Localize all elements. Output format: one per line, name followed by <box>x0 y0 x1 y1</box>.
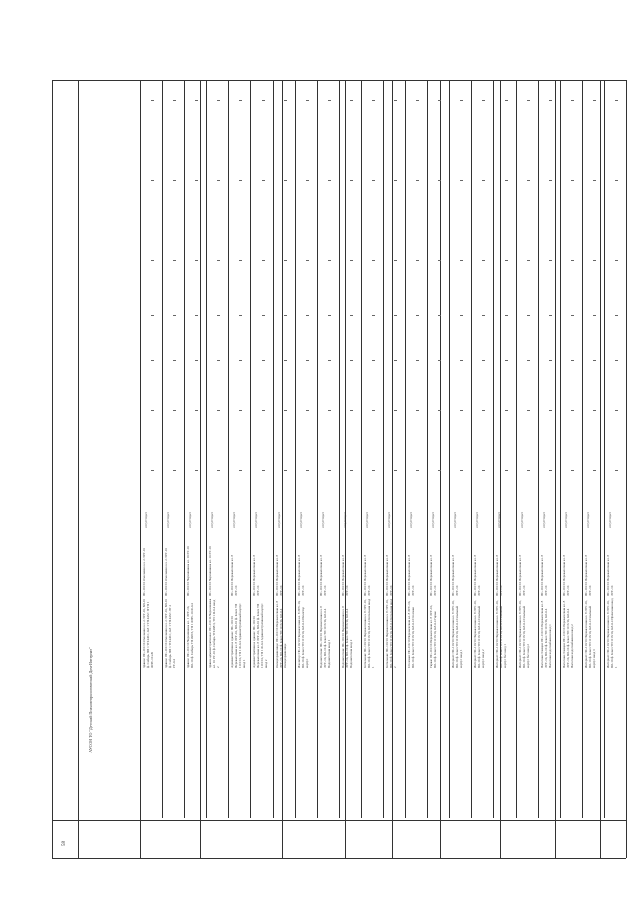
empty-value-dash <box>482 315 485 316</box>
empty-value-dash <box>394 360 397 361</box>
empty-value-dash <box>350 360 353 361</box>
empty-value-dash <box>593 100 596 101</box>
empty-value-dash <box>151 410 154 411</box>
point-cell: ПС-110/10 Перевалочная кл. 8 ЭРУ-10 <box>407 554 416 596</box>
point-cell: ПС-110/10 Перевалочная кл. 8 ЭРУ-10 <box>539 554 548 596</box>
empty-value-dash <box>394 470 397 471</box>
empty-value-dash <box>284 260 287 261</box>
empty-value-dash <box>571 260 574 261</box>
empty-value-dash <box>217 260 220 261</box>
table-row-separator <box>184 80 185 818</box>
empty-value-dash <box>217 360 220 361</box>
empty-value-dash <box>195 410 198 411</box>
empty-value-dash <box>173 180 176 181</box>
empty-value-dash <box>460 410 463 411</box>
empty-value-dash <box>306 360 309 361</box>
point-cell: ПС-110/10 Перевалочная кл. 8 ЭРУ-10 <box>340 554 349 596</box>
absent-cell: отсутствует <box>409 512 414 528</box>
point-cell: ПС-110/10 Черемшанка кл. 10 РУ-10 <box>208 546 213 596</box>
table-border-bottom <box>52 858 626 859</box>
empty-value-dash <box>615 470 618 471</box>
empty-value-dash <box>505 100 508 101</box>
empty-value-dash <box>284 100 287 101</box>
empty-value-dash <box>549 360 552 361</box>
empty-value-dash <box>372 100 375 101</box>
empty-value-dash <box>438 260 441 261</box>
connection-cell: Интернат: ПС-110/10 Перевалочная кл. 8 ЭРУ-10, ВЛ-10 ф. Ключ ТП 1116/10, КЛ-0.4 Прачечная ввод 1 <box>605 598 618 668</box>
connection-cell: Овощехранилище: ПС-110/10 Перевалочная кл. 8 ЭРУ-10, ВЛ-10 ф. Ключ ТП 1116/10, КЛ-0.4 Овощехранилище <box>274 600 287 668</box>
point-cell: ПС-110/10 Перевалочная кл. 8 ЭРУ-10 <box>385 554 393 596</box>
point-cell: ПС-110/10 Перевалочная кл. 8 ЭРУ-10 <box>230 554 239 596</box>
empty-value-dash <box>262 100 265 101</box>
table-row-separator <box>295 80 296 818</box>
table-column-line <box>600 80 601 858</box>
connection-cell: Административное здание: ПС-110/10 Перевалочная кл. 8 ЭРУ-10, ВЛ-10 ф. Ключ ТП 1116/10, ТП 1 Ф-0.4 Административный корпус ввод 2 <box>252 603 269 668</box>
empty-value-dash <box>482 470 485 471</box>
empty-value-dash <box>549 260 552 261</box>
empty-value-dash <box>262 410 265 411</box>
connection-cell: Изолятор: ПС-110/10 Перевалочная кл. 8 ЭРУ-10, ВЛ-10 ф. Ключ ТП 1116/10, КЛ-0.4 Изолятор корпус <box>296 600 309 668</box>
table-row-separator <box>250 80 251 818</box>
empty-value-dash <box>505 315 508 316</box>
empty-value-dash <box>239 410 242 411</box>
empty-value-dash <box>527 180 530 181</box>
connection-cell: Интернат: ПС-110/10 Перевалочная кл. 8 ЭРУ-10, ВЛ-10 ф. Ключ ТП 1116/10, КЛ-0.4 Спальный корпус ввод 1 <box>451 600 464 668</box>
empty-value-dash <box>151 470 154 471</box>
empty-value-dash <box>505 260 508 261</box>
empty-value-dash <box>460 260 463 261</box>
connection-cell: Водонасосная: ПС-110/10 Перевалочная кл. 8 ЭРУ-10, ВЛ-10 ф. Ключ ТП 1116/10, КЛ-0.4 Водонасосная ввод 2 <box>340 606 353 668</box>
empty-value-dash <box>615 180 618 181</box>
empty-value-dash <box>217 315 220 316</box>
empty-value-dash <box>173 470 176 471</box>
absent-cell: отсутствует <box>607 512 612 528</box>
empty-value-dash <box>593 315 596 316</box>
empty-value-dash <box>505 410 508 411</box>
empty-value-dash <box>482 360 485 361</box>
absent-cell: отсутствует <box>475 512 480 528</box>
table-column-line <box>282 80 283 858</box>
absent-cell: отсутствует <box>298 512 303 528</box>
empty-value-dash <box>328 410 331 411</box>
empty-value-dash <box>217 470 220 471</box>
connection-cell: Административное здание: ПС-110/10 Перевалочная кл. 8 ЭРУ-10, ВЛ-10 ф. Ключ ТП 1116/10, ТП 1 Ф-0.4 Административный корпус ввод 1 <box>230 603 247 668</box>
connection-cell: Интернат: ПС-110/10 Перевалочная кл. 8 ЭРУ-10, ВЛ-10 ф. Ключ ТП 1116/10, КЛ-0.4 Спальный корпус №1 ввод 2 <box>517 600 530 668</box>
empty-value-dash <box>306 315 309 316</box>
table-border-lower <box>52 820 626 821</box>
institution-name: АУСОН ТО "Детский Психоневрологический Дом-Интернат" <box>88 647 93 753</box>
empty-value-dash <box>151 315 154 316</box>
empty-value-dash <box>262 360 265 361</box>
empty-value-dash <box>239 180 242 181</box>
empty-value-dash <box>372 360 375 361</box>
row-number: 58 <box>62 841 67 846</box>
connection-cell: Гараж: ПС-110/10 Перевалочная кл. 8 ЭРУ-10, ВЛ-10 ф. Ключ ТП 1116/10, КЛ-0.4 Гараж <box>429 604 438 668</box>
absent-cell: отсутствует <box>497 512 502 528</box>
absent-cell: отсутствует <box>254 512 259 528</box>
empty-value-dash <box>195 260 198 261</box>
point-cell: ПС-110/10 Перевалочная кл. 8 ЭРУ-10 <box>517 554 526 596</box>
empty-value-dash <box>416 410 419 411</box>
empty-value-dash <box>593 470 596 471</box>
absent-cell: отсутствует <box>541 512 546 528</box>
empty-value-dash <box>328 260 331 261</box>
table-row-separator <box>273 80 274 818</box>
table-row-separator <box>317 80 318 818</box>
empty-value-dash <box>239 470 242 471</box>
connection-cell: Насосная станция: ПС-110/10 Перевалочная кл. 8 ЭРУ-10, ВЛ-10 ф. Ключ ТП 1116/10, КЛ-0.4 Насосная водоснабжения ввод 2 <box>561 600 574 668</box>
table-column-line <box>440 80 441 858</box>
absent-cell: отсутствует <box>342 512 347 528</box>
empty-value-dash <box>328 315 331 316</box>
connection-cell: Насосная станция: ПС-110/10 Перевалочная кл. 8 ЭРУ-10, ВЛ-10 ф. Ключ ТП 1116/10, КЛ-0.4 Насосная водоснабжения ввод 1 <box>539 600 552 668</box>
empty-value-dash <box>505 360 508 361</box>
table-row-separator <box>538 80 539 818</box>
empty-value-dash <box>571 470 574 471</box>
empty-value-dash <box>262 260 265 261</box>
empty-value-dash <box>262 315 265 316</box>
empty-value-dash <box>394 315 397 316</box>
empty-value-dash <box>593 410 596 411</box>
empty-value-dash <box>527 100 530 101</box>
empty-value-dash <box>350 315 353 316</box>
table-row-separator <box>361 80 362 818</box>
empty-value-dash <box>571 360 574 361</box>
empty-value-dash <box>438 180 441 181</box>
empty-value-dash <box>482 260 485 261</box>
empty-value-dash <box>195 315 198 316</box>
empty-value-dash <box>195 360 198 361</box>
empty-value-dash <box>217 410 220 411</box>
empty-value-dash <box>615 100 618 101</box>
empty-value-dash <box>239 260 242 261</box>
empty-value-dash <box>350 470 353 471</box>
empty-value-dash <box>328 100 331 101</box>
empty-value-dash <box>372 180 375 181</box>
empty-value-dash <box>372 260 375 261</box>
empty-value-dash <box>372 410 375 411</box>
absent-cell: отсутствует <box>364 512 369 528</box>
empty-value-dash <box>394 100 397 101</box>
absent-cell: отсутствует <box>431 512 436 528</box>
empty-value-dash <box>284 180 287 181</box>
table-row-separator <box>339 80 340 818</box>
absent-cell: отсутствует <box>519 512 524 528</box>
point-cell: ПС-110/10 Перевалочная кл. 8 ЭРУ-10 <box>362 554 371 596</box>
absent-cell: отсутствует <box>232 512 237 528</box>
empty-value-dash <box>151 360 154 361</box>
empty-value-dash <box>195 180 198 181</box>
empty-value-dash <box>173 410 176 411</box>
empty-value-dash <box>239 360 242 361</box>
point-cell: ПС-110/10 Перевалочная кл. 8 ЭРУ-10 <box>495 554 504 596</box>
table-row-separator <box>228 80 229 818</box>
connection-cell: Здание: ПС-110/10 Омолжино кл. 2 ЭРУ-10, ВЛ-10 ф. Сибирь ПП 1 ТП 446/с, КЛ 1 ТП 446/с П ТП 1 ФПУ-10 кВ <box>142 599 154 668</box>
point-cell: ПС-110/10 Перевалочная кл. 8 ЭРУ-10 <box>274 554 283 596</box>
empty-value-dash <box>394 410 397 411</box>
empty-value-dash <box>151 180 154 181</box>
table-column-line <box>392 80 393 858</box>
point-cell: ПС-110/10 Перевалочная кл. 8 ЭРУ-10 <box>561 554 570 596</box>
connection-cell: Здание: ПС-110/10 Черемшанка кл. 1 ЭРУ-10, ВЛ-10 ф. Сибирь ТП 498/3, ТП 1 ФПУ-10 Ф-0.4 <box>186 603 195 668</box>
empty-value-dash <box>460 180 463 181</box>
empty-value-dash <box>460 360 463 361</box>
empty-value-dash <box>593 180 596 181</box>
absent-cell: отсутствует <box>585 512 590 528</box>
empty-value-dash <box>571 315 574 316</box>
empty-value-dash <box>239 100 242 101</box>
table-row-separator <box>449 80 450 818</box>
empty-value-dash <box>284 360 287 361</box>
point-cell: ПС-110/10 Перевалочная кл. 8 ЭРУ-10 <box>473 554 482 596</box>
table-column-line <box>500 80 501 858</box>
empty-value-dash <box>239 315 242 316</box>
connection-cell: Котельная: ПС-110/10 Перевалочная кл. 8 ЭРУ-10, ВЛ-10 ф. Ключ ТП 1116/10, КЛ-0.4 Котельная ввод 1 <box>362 598 375 668</box>
table-row-separator <box>560 80 561 818</box>
empty-value-dash <box>549 180 552 181</box>
absent-cell: отсутствует <box>166 512 171 528</box>
empty-value-dash <box>505 180 508 181</box>
empty-value-dash <box>416 360 419 361</box>
empty-value-dash <box>306 100 309 101</box>
empty-value-dash <box>527 360 530 361</box>
absent-cell: отсутствует <box>453 512 458 528</box>
empty-value-dash <box>284 315 287 316</box>
empty-value-dash <box>306 470 309 471</box>
empty-value-dash <box>151 100 154 101</box>
empty-value-dash <box>350 180 353 181</box>
empty-value-dash <box>350 410 353 411</box>
empty-value-dash <box>262 180 265 181</box>
empty-value-dash <box>571 180 574 181</box>
empty-value-dash <box>615 315 618 316</box>
empty-value-dash <box>306 180 309 181</box>
empty-value-dash <box>593 360 596 361</box>
empty-value-dash <box>438 410 441 411</box>
empty-value-dash <box>482 410 485 411</box>
connection-cell: Водонасосная: ПС-110/10 Перевалочная кл. 8 ЭРУ-10, ВЛ-10 ф. Ключ ТП 1116/10, КЛ-0.4 Водонасосная ввод 1 <box>318 606 331 668</box>
empty-value-dash <box>350 260 353 261</box>
table-row-separator <box>626 80 627 818</box>
absent-cell: отсутствует <box>144 512 148 528</box>
empty-value-dash <box>262 470 265 471</box>
point-cell: ПС-110/10 Черемшанка кл. 10 РУ-10 <box>186 546 191 596</box>
point-cell: ПС-110/10 Перевалочная кл. 8 ЭРУ-10 <box>252 554 261 596</box>
table-column-line <box>78 80 79 858</box>
empty-value-dash <box>416 470 419 471</box>
point-cell: ПС-110/10 Перевалочная кл. 8 ЭРУ-10 <box>605 554 614 596</box>
empty-value-dash <box>549 470 552 471</box>
empty-value-dash <box>416 100 419 101</box>
point-cell: ПС-110/10 Перевалочная кл. 8 ЭРУ-10 <box>296 554 305 596</box>
point-cell: ПС-110/10 Перевалочная кл. 8 ЭРУ-10 <box>451 554 460 596</box>
table-row-separator <box>493 80 494 818</box>
table-column-line <box>555 80 556 858</box>
absent-cell: отсутствует <box>320 512 325 528</box>
empty-value-dash <box>217 180 220 181</box>
connection-cell: Столовая: ПС-110/10 Перевалочная кл. 8 ЭРУ-10, ВЛ-10 ф. Ключ ТП 1116/10, КЛ-0.4 Столовая <box>407 600 416 668</box>
empty-value-dash <box>173 260 176 261</box>
table-column-line <box>52 80 53 858</box>
empty-value-dash <box>593 260 596 261</box>
empty-value-dash <box>438 100 441 101</box>
empty-value-dash <box>328 360 331 361</box>
table-row-separator <box>405 80 406 818</box>
table-row-separator <box>427 80 428 818</box>
table-row-separator <box>604 80 605 818</box>
table-row-separator <box>383 80 384 818</box>
absent-cell: отсутствует <box>188 512 193 528</box>
table-row-separator <box>471 80 472 818</box>
empty-value-dash <box>306 260 309 261</box>
empty-value-dash <box>438 315 441 316</box>
empty-value-dash <box>460 470 463 471</box>
table-column-line <box>200 80 201 858</box>
table-column-line <box>345 80 346 858</box>
empty-value-dash <box>527 260 530 261</box>
table-row-separator <box>140 80 141 818</box>
empty-value-dash <box>482 100 485 101</box>
empty-value-dash <box>549 100 552 101</box>
empty-value-dash <box>328 180 331 181</box>
point-cell: ПС-110/10 Перевалочная кл. 8 ЭРУ-10 <box>318 554 327 596</box>
empty-value-dash <box>394 180 397 181</box>
connection-cell: Интернат: ПС-110/10 Перевалочная кл. 8 ЭРУ-10, ВЛ-10 ф. Ключ ТП 1116/10, КЛ-0.4 Спальный корпус ввод 3 <box>583 600 596 668</box>
empty-value-dash <box>284 410 287 411</box>
empty-value-dash <box>372 470 375 471</box>
empty-value-dash <box>328 470 331 471</box>
empty-value-dash <box>460 315 463 316</box>
connection-cell: Здание административное: ПС-110/10 Черемшанка кл. 10 РУ-10 ф. Сибирь ТП 498/3, ТП 1 Ф-0.4 ввод 2 <box>208 598 221 668</box>
empty-value-dash <box>416 315 419 316</box>
absent-cell: отсутствует <box>210 512 215 528</box>
empty-value-dash <box>416 180 419 181</box>
empty-value-dash <box>195 470 198 471</box>
empty-value-dash <box>195 100 198 101</box>
point-cell: ПС-110/10 Омолжино кл. 2 ЭРУ-10 <box>164 548 169 596</box>
connection-cell: Здание: ПС-110/10 Омолжино кл. 2 ЭРУ-10, ВЛ-10 ф. Сибирь ПП 1 ТП 446/с, КЛ 1 ТП 446/с ЛТ 2 РУ-0.4 <box>164 599 177 668</box>
empty-value-dash <box>438 470 441 471</box>
empty-value-dash <box>350 100 353 101</box>
empty-value-dash <box>284 470 287 471</box>
empty-value-dash <box>394 260 397 261</box>
point-cell: ПС-110/10 Омолжино кл. 2 ЭРУ-10 <box>142 548 146 596</box>
empty-value-dash <box>173 100 176 101</box>
table-row-separator <box>162 80 163 818</box>
empty-value-dash <box>438 360 441 361</box>
empty-value-dash <box>372 315 375 316</box>
empty-value-dash <box>615 410 618 411</box>
empty-value-dash <box>306 410 309 411</box>
empty-value-dash <box>527 315 530 316</box>
absent-cell: отсутствует <box>563 512 568 528</box>
empty-value-dash <box>549 410 552 411</box>
empty-value-dash <box>173 315 176 316</box>
empty-value-dash <box>173 360 176 361</box>
connection-cell: Интернат: ПС-110/10 Перевалочная кл. 8 ЭРУ-10, ВЛ-10 ф. Ключ ТП 1116/10, КЛ-0.4 Спальный корпус ввод 2 <box>473 600 486 668</box>
absent-cell: отсутствует <box>276 512 281 528</box>
point-cell: ПС-110/10 Перевалочная кл. 8 ЭРУ-10 <box>429 554 438 596</box>
empty-value-dash <box>527 470 530 471</box>
empty-value-dash <box>615 260 618 261</box>
table-row-separator <box>516 80 517 818</box>
empty-value-dash <box>217 100 220 101</box>
empty-value-dash <box>571 410 574 411</box>
empty-value-dash <box>482 180 485 181</box>
empty-value-dash <box>416 260 419 261</box>
empty-value-dash <box>549 315 552 316</box>
empty-value-dash <box>151 260 154 261</box>
table-row-separator <box>206 80 207 818</box>
connection-cell: Интернат: ПС-110/10 Перевалочная кл. 8 ЭРУ-10, ВЛ-10 ф. Ключ ТП 1116/10, КЛ-0.4 Спальный корпус №1 ввод 1 <box>495 600 508 668</box>
point-cell: ПС-110/10 Перевалочная кл. 8 ЭРУ-10 <box>583 554 592 596</box>
empty-value-dash <box>505 470 508 471</box>
empty-value-dash <box>460 100 463 101</box>
table-row-separator <box>582 80 583 818</box>
empty-value-dash <box>527 410 530 411</box>
empty-value-dash <box>571 100 574 101</box>
empty-value-dash <box>615 360 618 361</box>
absent-cell: отсутствует <box>387 512 391 528</box>
connection-cell: Котельная: ПС-110/10 Перевалочная кл. 8 ЭРУ-10, ВЛ-10 ф. Ключ ТП 1116/10, КЛ-0.4 Котельная ввод 2 <box>385 598 397 668</box>
